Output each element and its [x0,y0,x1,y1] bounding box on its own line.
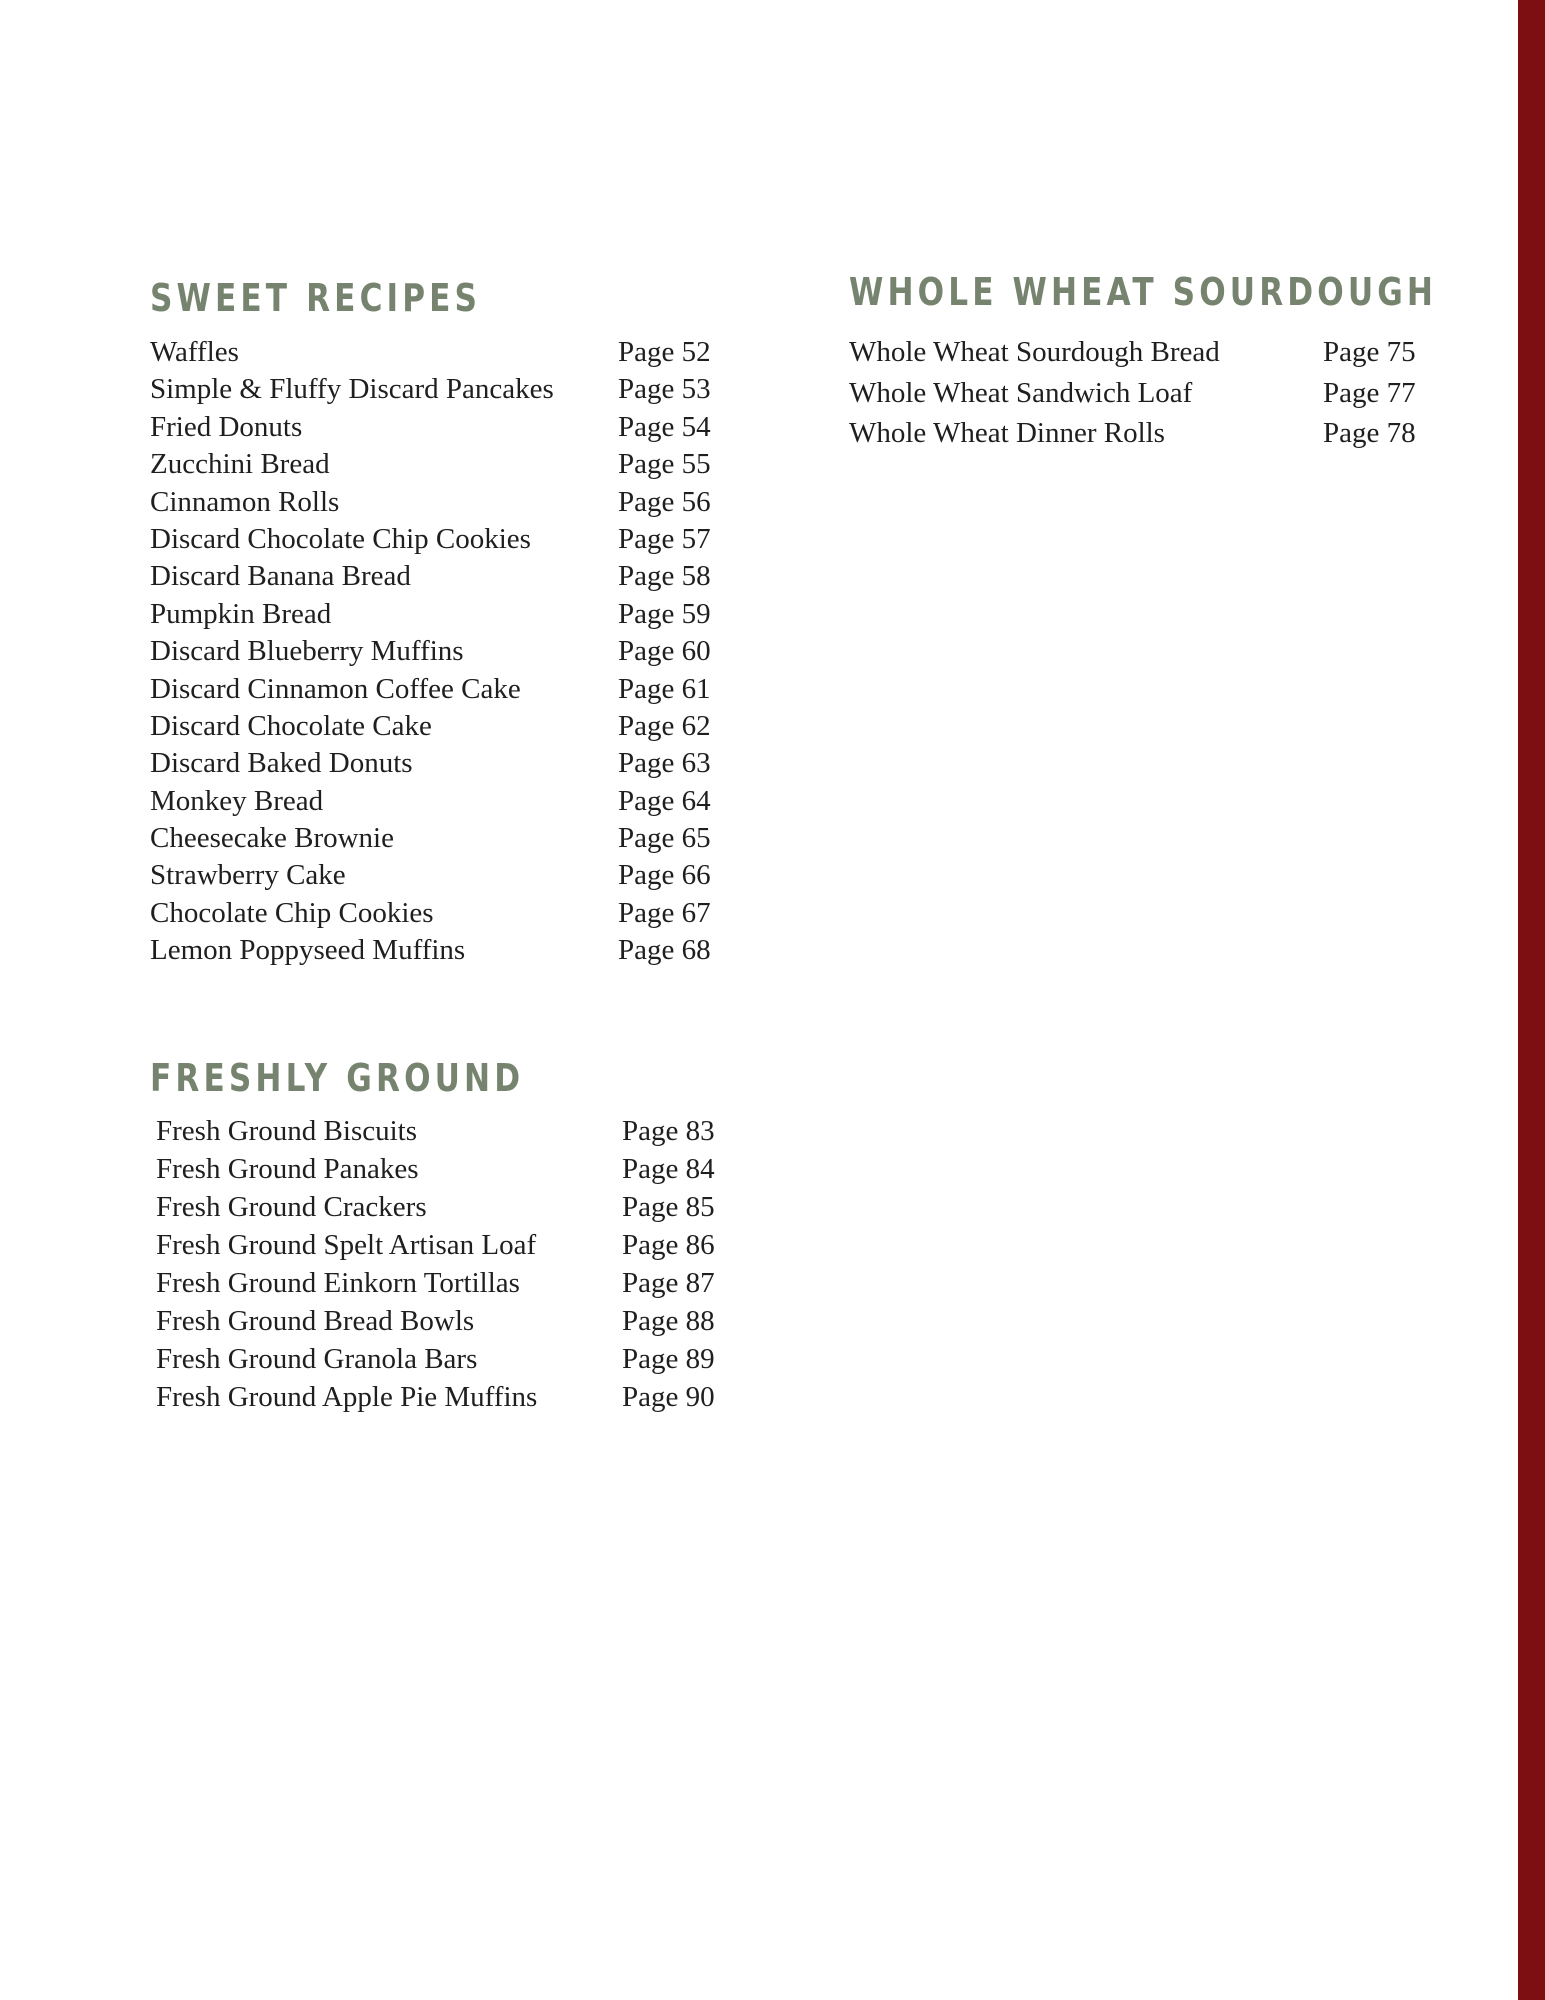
section-title-whole-wheat-sourdough: WHOLE WHEAT SOURDOUGH [849,270,1438,314]
toc-entry-title: Fried Donuts [150,410,303,443]
toc-entry-title: Discard Blueberry Muffins [150,635,464,668]
toc-entry [849,332,1449,373]
toc-entry-page: Page 78 [1323,417,1416,449]
toc-entry-page: Page 57 [618,522,711,555]
toc-entry [849,413,1449,454]
section-title-sweet-recipes: SWEET RECIPES [150,276,482,320]
toc-entry-page: Page 60 [618,635,711,668]
toc-entry [150,446,730,483]
toc-entry-page: Page 88 [622,1305,715,1337]
toc-entry-title: Whole Wheat Sourdough Bread [849,336,1220,368]
toc-entry-title: Fresh Ground Granola Bars [156,1343,478,1375]
toc-entry [150,521,730,558]
toc-entry [150,783,730,820]
page-edge-accent-bar [1518,0,1545,2000]
toc-entry [150,1378,730,1416]
toc-entry [150,1150,730,1188]
toc-entry-title: Fresh Ground Crackers [156,1191,427,1223]
toc-entry-page: Page 61 [618,672,711,705]
toc-entry-title: Simple & Fluffy Discard Pancakes [150,373,554,406]
toc-entry-page: Page 66 [618,859,711,892]
toc-entry-page: Page 89 [622,1343,715,1375]
toc-entry-page: Page 84 [622,1153,715,1185]
toc-entry-page: Page 83 [622,1115,715,1147]
toc-entry-page: Page 67 [618,896,711,929]
toc-entry-title: Fresh Ground Bread Bowls [156,1305,475,1337]
section-sweet-recipes [150,276,730,970]
section-whole-wheat-sourdough [849,270,1449,454]
toc-entry [150,820,730,857]
toc-entry [150,334,730,371]
toc-entry-page: Page 55 [618,448,711,481]
toc-entry [150,745,730,782]
toc-entry-title: Fresh Ground Panakes [156,1153,419,1185]
toc-entry-title: Discard Cinnamon Coffee Cake [150,672,521,705]
toc-entry [150,1264,730,1302]
toc-entry-title: Discard Banana Bread [150,560,411,593]
toc-entry [150,558,730,595]
toc-entry [150,895,730,932]
toc-entry [150,371,730,408]
toc-entry-page: Page 75 [1323,336,1416,368]
toc-entry-title: Discard Chocolate Cake [150,709,432,742]
toc-entry [150,1340,730,1378]
toc-entry-title: Whole Wheat Dinner Rolls [849,417,1165,449]
section-title-freshly-ground: FRESHLY GROUND [150,1056,525,1100]
toc-entry-title: Whole Wheat Sandwich Loaf [849,376,1193,409]
toc-entry-title: Fresh Ground Spelt Artisan Loaf [156,1229,537,1261]
section-freshly-ground [150,1056,730,1416]
toc-entry-page: Page 62 [618,709,711,742]
toc-entry-page: Page 65 [618,822,711,855]
toc-entry-page: Page 56 [618,485,711,518]
toc-entry [150,708,730,745]
toc-entry [150,671,730,708]
toc-entry-title: Discard Baked Donuts [150,747,413,780]
toc-entry-title: Chocolate Chip Cookies [150,896,434,929]
toc-entry-page: Page 52 [618,336,711,368]
toc-entry-page: Page 63 [618,747,711,780]
toc-entry-page: Page 58 [618,560,711,593]
toc-entry [150,932,730,969]
toc-entry [150,1112,730,1150]
toc-entry-title: Fresh Ground Einkorn Tortillas [156,1267,520,1299]
toc-list-whole-wheat-sourdough [849,332,1449,454]
toc-entry [849,373,1449,414]
toc-entry [150,1188,730,1226]
toc-entry-title: Cinnamon Rolls [150,485,340,518]
toc-entry [150,1226,730,1264]
toc-entry-title: Zucchini Bread [150,448,330,481]
toc-entry-page: Page 87 [622,1267,715,1299]
toc-entry-page: Page 86 [622,1229,715,1261]
toc-entry-page: Page 59 [618,597,711,630]
toc-list-freshly-ground [150,1112,730,1416]
toc-entry [150,1302,730,1340]
toc-entry [150,633,730,670]
toc-entry [150,409,730,446]
toc-list-sweet-recipes [150,334,730,970]
toc-entry-title: Discard Chocolate Chip Cookies [150,522,531,555]
toc-entry-title: Pumpkin Bread [150,597,332,630]
toc-entry-title: Monkey Bread [150,784,324,817]
toc-entry-page: Page 54 [618,410,711,443]
toc-entry [150,484,730,521]
toc-entry-page: Page 64 [618,784,711,817]
toc-entry-title: Lemon Poppyseed Muffins [150,934,466,967]
toc-entry-title: Waffles [150,336,239,368]
toc-entry-page: Page 68 [618,934,711,967]
toc-entry-page: Page 85 [622,1191,715,1223]
toc-entry-page: Page 90 [622,1381,715,1413]
toc-entry-page: Page 77 [1323,376,1416,409]
toc-entry-title: Strawberry Cake [150,859,346,892]
toc-entry [150,596,730,633]
toc-entry-title: Cheesecake Brownie [150,822,394,855]
toc-entry-title: Fresh Ground Apple Pie Muffins [156,1381,538,1413]
toc-entry-page: Page 53 [618,373,711,406]
toc-entry-title: Fresh Ground Biscuits [156,1115,417,1147]
toc-entry [150,857,730,894]
